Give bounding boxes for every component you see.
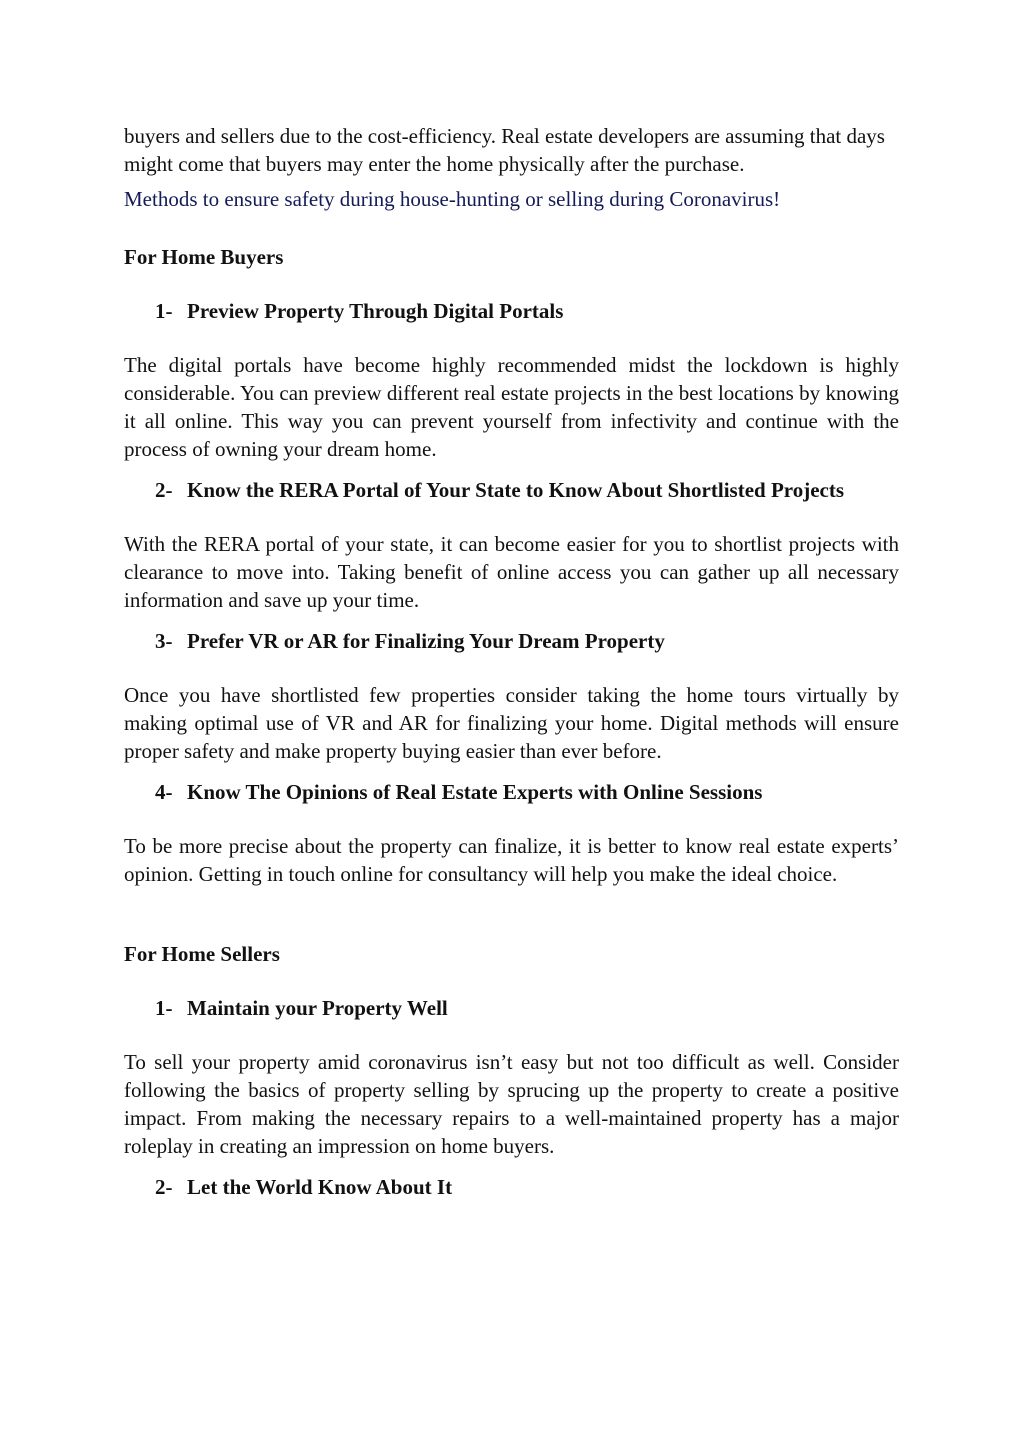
sellers-item-2-heading: [124, 1173, 899, 1201]
item-title: Know the RERA Portal of Your State to Know About Shortlisted Projects: [187, 478, 845, 502]
methods-line: Methods to ensure safety during house-hunting or selling during Coronavirus!: [124, 187, 781, 211]
item-number: 2-: [155, 1175, 173, 1199]
buyers-item-1-body: The digital portals have become highly recommended midst the lockdown is highly considerable. You can preview different real estate projects in the best locations by knowing it all online. This way you can prevent yourself from infectivity and continue with the process of owning your dream home.: [124, 353, 899, 461]
item-number: 4-: [155, 780, 173, 804]
document-page: [124, 122, 899, 1227]
item-number: 1-: [155, 996, 173, 1020]
item-title: Maintain your Property Well: [187, 996, 448, 1020]
sellers-item-1-body: To sell your property amid coronavirus isn’t easy but not too difficult as well. Consider following the basics of property selling by sprucing up the property to create a positive impact. From making the necessary repairs to a well-maintained property has a major roleplay in creating an impression on home buyers.: [124, 1050, 899, 1158]
buyers-item-2-body: With the RERA portal of your state, it can become easier for you to shortlist projects with clearance to move into. Taking benefit of online access you can gather up all necessary information and save up your time.: [124, 532, 899, 612]
item-number: 1-: [155, 299, 173, 323]
intro-paragraph: buyers and sellers due to the cost-efficiency. Real estate developers are assuming that days might come that buyers may enter the home physically after the purchase.: [124, 124, 885, 176]
buyers-item-4-heading: [124, 778, 899, 806]
buyers-heading: For Home Buyers: [124, 245, 284, 269]
item-title: Let the World Know About It: [187, 1175, 453, 1199]
item-title: Prefer VR or AR for Finalizing Your Dream Property: [187, 629, 665, 653]
item-number: 2-: [155, 478, 173, 502]
sellers-item-1-heading: [124, 994, 899, 1022]
buyers-item-1-heading: [124, 297, 899, 325]
buyers-item-2-heading: [124, 476, 899, 504]
item-title: Preview Property Through Digital Portals: [187, 299, 564, 323]
sellers-heading: For Home Sellers: [124, 942, 280, 966]
item-title: Know The Opinions of Real Estate Experts with Online Sessions: [187, 780, 763, 804]
section-spacer: [124, 888, 899, 940]
item-number: 3-: [155, 629, 173, 653]
buyers-item-3-body: Once you have shortlisted few properties consider taking the home tours virtually by making optimal use of VR and AR for finalizing your home. Digital methods will ensure proper safety and make property buying easier than ever before.: [124, 683, 899, 763]
buyers-item-4-body: To be more precise about the property can finalize, it is better to know real estate experts’ opinion. Getting in touch online for consultancy will help you make the ideal choice.: [124, 834, 899, 886]
buyers-item-3-heading: [124, 627, 899, 655]
